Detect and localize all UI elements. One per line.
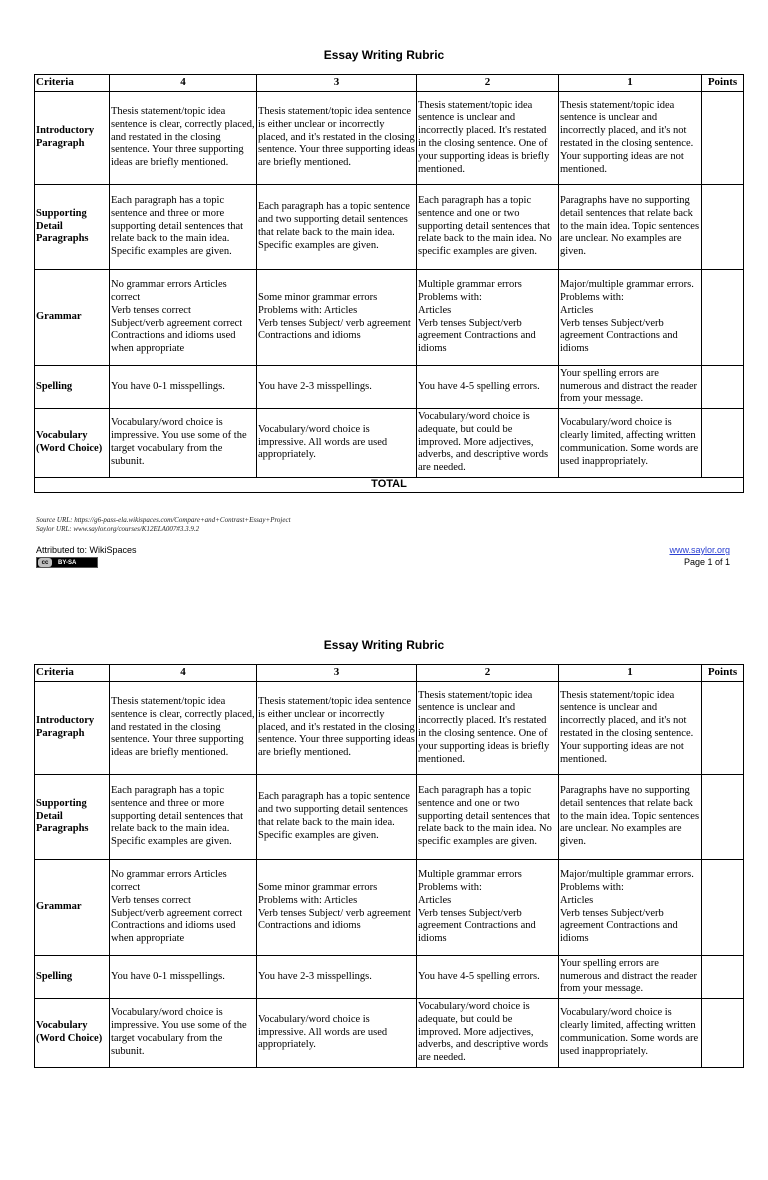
rubric-cell: Vocabulary/word choice is adequate, but could be improved. More adjectives, adverbs, and descriptive words are needed.	[417, 999, 559, 1068]
rubric-cell: Thesis statement/topic idea sentence is unclear and incorrectly placed. It's restated in the closing sentence. One of your supporting ideas is briefly mentioned.	[417, 92, 559, 185]
criteria-label: Vocabulary (Word Choice)	[35, 999, 110, 1068]
rubric-cell: Vocabulary/word choice is clearly limited, affecting written communication. Some words are used inappropriately.	[559, 999, 702, 1068]
header-row	[35, 665, 744, 682]
table-row	[35, 270, 744, 366]
criteria-label: Spelling	[35, 956, 110, 999]
points-cell	[702, 956, 744, 999]
rubric-cell: Major/multiple grammar errors. Problems with: Articles Verb tenses Subject/verb agreement Contractions and idioms	[559, 860, 702, 956]
rubric-cell: Thesis statement/topic idea sentence is clear, correctly placed, and restated in the closing sentence. Your three supporting ideas are briefly mentioned.	[110, 682, 257, 775]
criteria-label: Supporting Detail Paragraphs	[35, 775, 110, 860]
table-row	[35, 999, 744, 1068]
rubric-table	[34, 74, 744, 493]
criteria-label: Supporting Detail Paragraphs	[35, 185, 110, 270]
rubric-cell: Each paragraph has a topic sentence and two supporting detail sentences that relate back to the main idea. Specific examples are given.	[257, 775, 417, 860]
rubric-cell: Each paragraph has a topic sentence and one or two supporting detail sentences that relate back to the main idea. No specific examples are given.	[417, 185, 559, 270]
rubric-cell: Multiple grammar errors Problems with: Articles Verb tenses Subject/verb agreement Contractions and idioms	[417, 270, 559, 366]
license-label: BY-SA	[58, 559, 77, 566]
total-label: TOTAL	[35, 478, 744, 493]
rubric-cell: Each paragraph has a topic sentence and three or more supporting detail sentences that relate back to the main idea. Specific examples are given.	[110, 775, 257, 860]
table-row	[35, 409, 744, 478]
rubric-cell: Thesis statement/topic idea sentence is unclear and incorrectly placed, and it's not restated in the closing sentence. Your supporting ideas are not mentioned.	[559, 682, 702, 775]
criteria-label: Introductory Paragraph	[35, 92, 110, 185]
rubric-cell: Vocabulary/word choice is clearly limited, affecting written communication. Some words are used inappropriately.	[559, 409, 702, 478]
header-points: Points	[702, 665, 744, 682]
header-points: Points	[702, 75, 744, 92]
points-cell	[702, 366, 744, 409]
page-title: Essay Writing Rubric	[323, 48, 445, 62]
rubric-cell: You have 0-1 misspellings.	[110, 366, 257, 409]
header-score-3: 3	[257, 75, 417, 92]
table-row	[35, 860, 744, 956]
document-page-2	[0, 590, 768, 1180]
cc-icon: cc	[38, 558, 52, 567]
rubric-cell: Thesis statement/topic idea sentence is unclear and incorrectly placed, and it's not restated in the closing sentence. Your supporting ideas are not mentioned.	[559, 92, 702, 185]
table-row	[35, 956, 744, 999]
points-cell	[702, 185, 744, 270]
header-score-1: 1	[559, 665, 702, 682]
total-row	[35, 478, 744, 493]
points-cell	[702, 860, 744, 956]
header-criteria: Criteria	[35, 665, 110, 682]
rubric-cell: Each paragraph has a topic sentence and two supporting detail sentences that relate back to the main idea. Specific examples are given.	[257, 185, 417, 270]
rubric-cell: Each paragraph has a topic sentence and one or two supporting detail sentences that relate back to the main idea. No specific examples are given.	[417, 775, 559, 860]
points-cell	[702, 92, 744, 185]
table-row	[35, 92, 744, 185]
saylor-url: Saylor URL: www.saylor.org/courses/K12ELA007#3.3.9.2	[36, 525, 200, 534]
rubric-cell: Vocabulary/word choice is impressive. You use some of the target vocabulary from the subunit.	[110, 999, 257, 1068]
criteria-label: Grammar	[35, 270, 110, 366]
rubric-cell: Vocabulary/word choice is impressive. You use some of the target vocabulary from the subunit.	[110, 409, 257, 478]
rubric-cell: Thesis statement/topic idea sentence is clear, correctly placed, and restated in the closing sentence. Your three supporting ideas are briefly mentioned.	[110, 92, 257, 185]
rubric-cell: Vocabulary/word choice is adequate, but could be improved. More adjectives, adverbs, and descriptive words are needed.	[417, 409, 559, 478]
criteria-label: Introductory Paragraph	[35, 682, 110, 775]
points-cell	[702, 409, 744, 478]
rubric-cell: Thesis statement/topic idea sentence is unclear and incorrectly placed. It's restated in the closing sentence. One of your supporting ideas is briefly mentioned.	[417, 682, 559, 775]
rubric-cell: Thesis statement/topic idea sentence is either unclear or incorrectly placed, and it's restated in the closing sentence. Your three supporting ideas are briefly mentioned.	[257, 682, 417, 775]
rubric-cell: Some minor grammar errors Problems with: Articles Verb tenses Subject/ verb agreement Contractions and idioms	[257, 270, 417, 366]
table-row	[35, 775, 744, 860]
rubric-cell: Each paragraph has a topic sentence and three or more supporting detail sentences that relate back to the main idea. Specific examples are given.	[110, 185, 257, 270]
rubric-cell: Multiple grammar errors Problems with: Articles Verb tenses Subject/verb agreement Contractions and idioms	[417, 860, 559, 956]
header-score-4: 4	[110, 665, 257, 682]
header-score-2: 2	[417, 665, 559, 682]
header-criteria: Criteria	[35, 75, 110, 92]
rubric-cell: No grammar errors Articles correct Verb tenses correct Subject/verb agreement correct Contractions and idioms used when appropriate	[110, 270, 257, 366]
criteria-label: Grammar	[35, 860, 110, 956]
rubric-cell: Some minor grammar errors Problems with: Articles Verb tenses Subject/ verb agreement Contractions and idioms	[257, 860, 417, 956]
saylor-link[interactable]: www.saylor.org	[669, 545, 730, 555]
rubric-cell: You have 0-1 misspellings.	[110, 956, 257, 999]
rubric-cell: Your spelling errors are numerous and distract the reader from your message.	[559, 956, 702, 999]
page-number: Page 1 of 1	[683, 557, 730, 567]
rubric-cell: Vocabulary/word choice is impressive. All words are used appropriately.	[257, 409, 417, 478]
rubric-cell: Paragraphs have no supporting detail sentences that relate back to the main idea. Topic sentences are unclear. No examples are given.	[559, 775, 702, 860]
header-score-4: 4	[110, 75, 257, 92]
table-row	[35, 366, 744, 409]
table-row	[35, 185, 744, 270]
source-notes	[36, 516, 291, 534]
rubric-cell: Major/multiple grammar errors. Problems with: Articles Verb tenses Subject/verb agreement Contractions and idioms	[559, 270, 702, 366]
criteria-label: Vocabulary (Word Choice)	[35, 409, 110, 478]
rubric-cell: Your spelling errors are numerous and distract the reader from your message.	[559, 366, 702, 409]
header-score-2: 2	[417, 75, 559, 92]
points-cell	[702, 999, 744, 1068]
license-badge	[36, 557, 98, 568]
points-cell	[702, 270, 744, 366]
header-score-3: 3	[257, 665, 417, 682]
points-cell	[702, 682, 744, 775]
points-cell	[702, 775, 744, 860]
page-title: Essay Writing Rubric	[323, 638, 445, 652]
rubric-cell: You have 2-3 misspellings.	[257, 956, 417, 999]
rubric-cell: You have 4-5 spelling errors.	[417, 366, 559, 409]
rubric-cell: No grammar errors Articles correct Verb tenses correct Subject/verb agreement correct Contractions and idioms used when appropriate	[110, 860, 257, 956]
header-score-1: 1	[559, 75, 702, 92]
rubric-cell: Vocabulary/word choice is impressive. All words are used appropriately.	[257, 999, 417, 1068]
rubric-cell: You have 2-3 misspellings.	[257, 366, 417, 409]
rubric-table	[34, 664, 744, 1068]
rubric-cell: Paragraphs have no supporting detail sentences that relate back to the main idea. Topic sentences are unclear. No examples are given.	[559, 185, 702, 270]
attribution: Attributed to: WikiSpaces	[36, 545, 137, 555]
criteria-label: Spelling	[35, 366, 110, 409]
table-row	[35, 682, 744, 775]
source-url: Source URL: https://g6-pass-ela.wikispaces.com/Compare+and+Contrast+Essay+Project	[36, 516, 291, 524]
header-row	[35, 75, 744, 92]
rubric-cell: Thesis statement/topic idea sentence is either unclear or incorrectly placed, and it's restated in the closing sentence. Your three supporting ideas are briefly mentioned.	[257, 92, 417, 185]
rubric-cell: You have 4-5 spelling errors.	[417, 956, 559, 999]
